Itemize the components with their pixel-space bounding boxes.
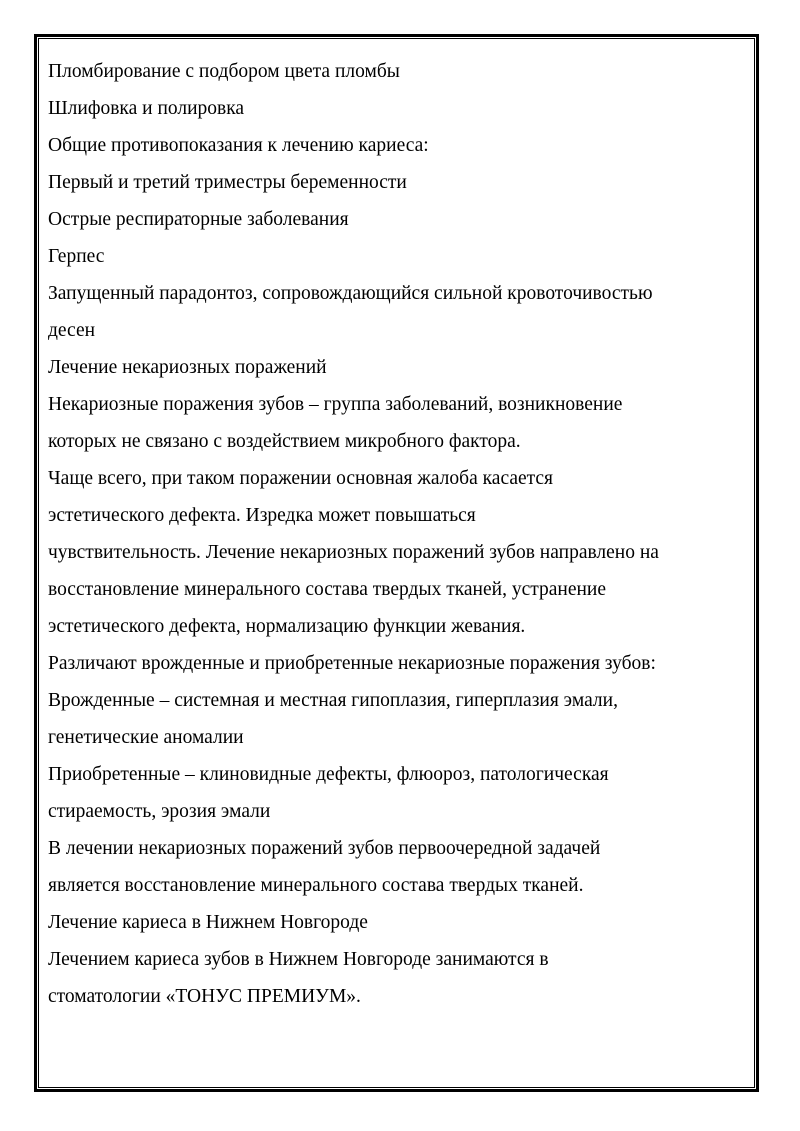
text-line: Различают врожденные и приобретенные некариозные поражения зубов:	[48, 653, 656, 674]
text-line: Шлифовка и полировка	[48, 98, 245, 119]
text-line: стоматологии «ТОНУС ПРЕМИУМ».	[48, 986, 361, 1007]
text-line: Лечение некариозных поражений	[48, 357, 327, 378]
text-line: В лечении некариозных поражений зубов первоочередной задачей	[48, 838, 601, 859]
text-line: Некариозные поражения зубов – группа заболеваний, возникновение	[48, 394, 623, 415]
text-line: Пломбирование с подбором цвета пломбы	[48, 61, 400, 82]
text-line: Лечением кариеса зубов в Нижнем Новгороде занимаются в	[48, 949, 549, 970]
text-line: Запущенный парадонтоз, сопровождающийся сильной кровоточивостью	[48, 283, 653, 304]
text-line: Герпес	[48, 246, 105, 267]
text-line: десен	[48, 320, 96, 341]
text-line: стираемость, эрозия эмали	[48, 801, 271, 822]
text-line: Приобретенные – клиновидные дефекты, флюороз, патологическая	[48, 764, 609, 785]
text-line: эстетического дефекта, нормализацию функции жевания.	[48, 616, 526, 637]
text-line: эстетического дефекта. Изредка может повышаться	[48, 505, 476, 526]
text-line: восстановление минерального состава твердых тканей, устранение	[48, 579, 607, 600]
text-line: Острые респираторные заболевания	[48, 209, 349, 230]
text-line: чувствительность. Лечение некариозных поражений зубов направлено на	[48, 542, 659, 563]
text-line: Чаще всего, при таком поражении основная жалоба касается	[48, 468, 554, 489]
text-line: Лечение кариеса в Нижнем Новгороде	[48, 912, 368, 933]
document-body	[48, 53, 748, 1015]
text-line: которых не связано с воздействием микробного фактора.	[48, 431, 521, 452]
text-line: генетические аномалии	[48, 727, 244, 748]
text-line: Общие противопоказания к лечению кариеса:	[48, 135, 429, 156]
text-line: Врожденные – системная и местная гипоплазия, гиперплазия эмали,	[48, 690, 618, 711]
text-line: Первый и третий триместры беременности	[48, 172, 407, 193]
text-line: является восстановление минерального состава твердых тканей.	[48, 875, 584, 896]
